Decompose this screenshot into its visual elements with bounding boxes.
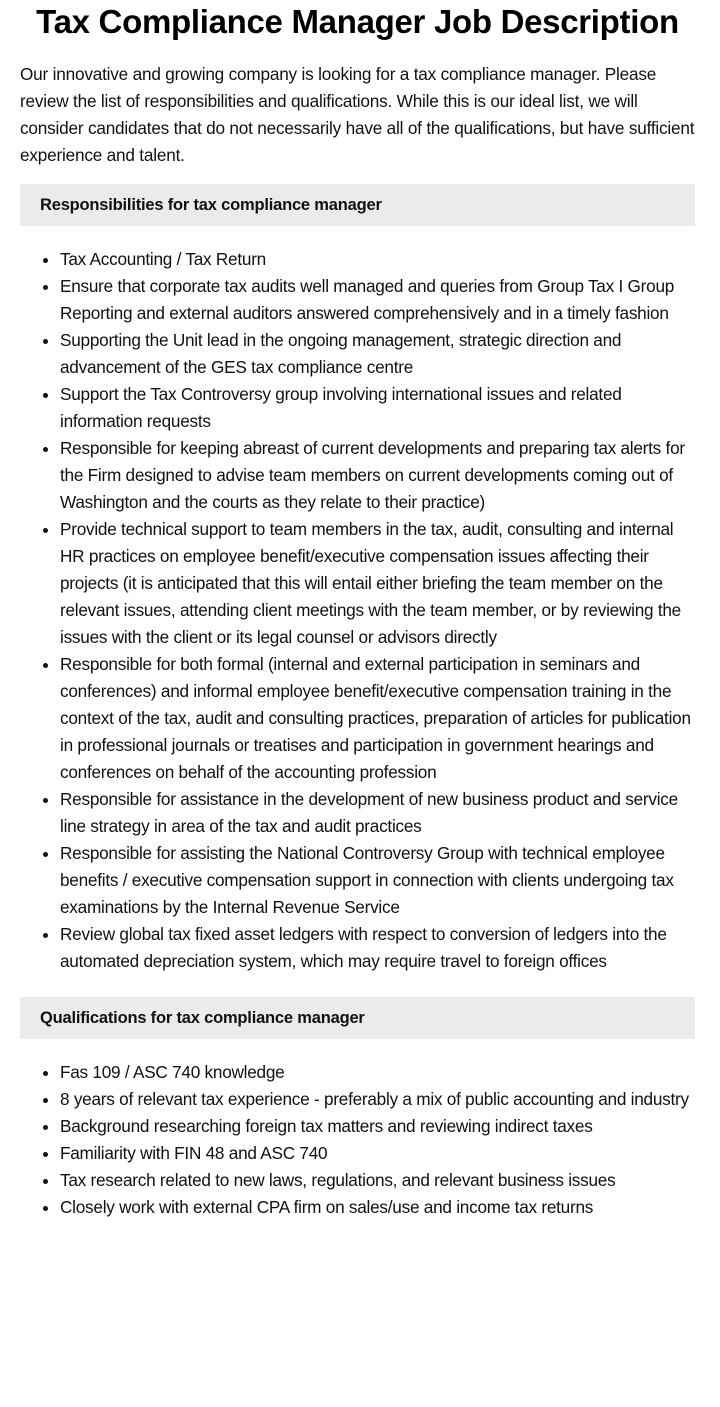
qualifications-list	[20, 1059, 695, 1221]
list-item: • Responsible for assistance in the development of new business product and service line strategy in area of the tax and audit practices	[60, 786, 695, 840]
list-item: • Tax Accounting / Tax Return	[60, 246, 695, 273]
list-item: • Closely work with external CPA firm on sales/use and income tax returns	[60, 1194, 695, 1221]
responsibilities-list	[20, 246, 695, 975]
list-item: • Ensure that corporate tax audits well managed and queries from Group Tax I Group Reporting and external auditors answered comprehensively and in a timely fashion	[60, 273, 695, 327]
qualifications-heading: Qualifications for tax compliance manager	[20, 997, 695, 1039]
list-item: • Provide technical support to team members in the tax, audit, consulting and internal HR practices on employee benefit/executive compensation issues affecting their projects (it is anticipated that this will entail either briefing the team member on the relevant issues, attending client meetings with the team member, or by reviewing the issues with the client or its legal counsel or advisors directly	[60, 516, 695, 651]
list-item: • Fas 109 / ASC 740 knowledge	[60, 1059, 695, 1086]
list-item: • Familiarity with FIN 48 and ASC 740	[60, 1140, 695, 1167]
list-item: • Support the Tax Controversy group involving international issues and related information requests	[60, 381, 695, 435]
list-item: • Responsible for both formal (internal and external participation in seminars and conferences) and informal employee benefit/executive compensation training in the context of the tax, audit and consulting practices, preparation of articles for publication in professional journals or treatises and participation in government hearings and conferences on behalf of the accounting profession	[60, 651, 695, 786]
intro-paragraph: Our innovative and growing company is looking for a tax compliance manager. Please review the list of responsibilities and qualifications. While this is our ideal list, we will consider candidates that do not necessarily have all of the qualifications, but have sufficient experience and talent.	[20, 64, 695, 165]
responsibilities-heading: Responsibilities for tax compliance manager	[20, 184, 695, 226]
list-item: • Tax research related to new laws, regulations, and relevant business issues	[60, 1167, 695, 1194]
list-item: • 8 years of relevant tax experience - preferably a mix of public accounting and industry	[60, 1086, 695, 1113]
list-item: • Review global tax fixed asset ledgers with respect to conversion of ledgers into the automated depreciation system, which may require travel to foreign offices	[60, 921, 695, 975]
page-title: Tax Compliance Manager Job Description	[36, 3, 679, 40]
list-item: • Responsible for keeping abreast of current developments and preparing tax alerts for the Firm designed to advise team members on current developments coming out of Washington and the courts as they relate to their practice)	[60, 435, 695, 516]
list-item: • Supporting the Unit lead in the ongoing management, strategic direction and advancement of the GES tax compliance centre	[60, 327, 695, 381]
list-item: • Background researching foreign tax matters and reviewing indirect taxes	[60, 1113, 695, 1140]
list-item: • Responsible for assisting the National Controversy Group with technical employee benefits / executive compensation support in connection with clients undergoing tax examinations by the Internal Revenue Service	[60, 840, 695, 921]
